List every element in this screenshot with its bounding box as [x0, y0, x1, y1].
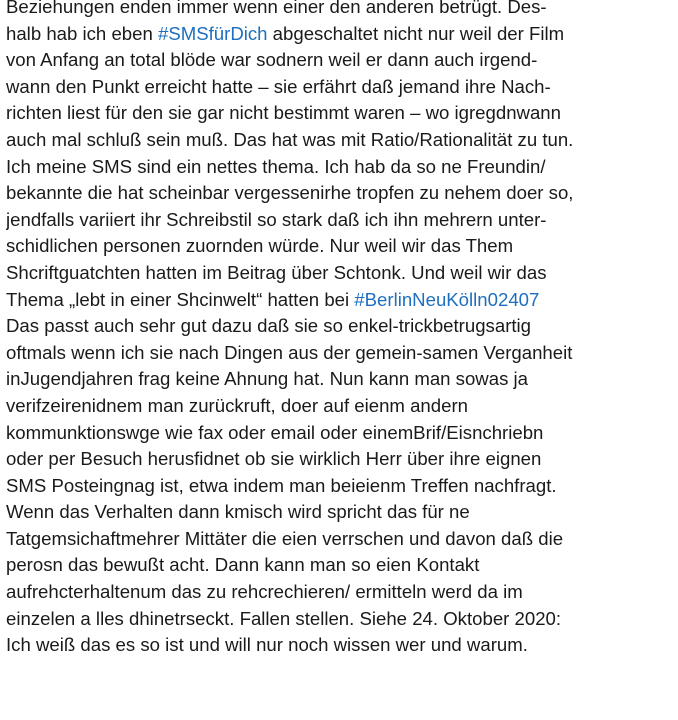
text-line: wann den Punkt erreicht hatte – sie erfährt daß jemand ihre Nach- — [6, 75, 551, 97]
text-line: bekannte die hat scheinbar vergessenirhe tropfen zu nehem doer so, — [6, 182, 574, 204]
text-line: richten liest für den sie gar nicht bestimmt waren – wo igregdnwann — [6, 102, 561, 124]
text-line: von Anfang an total blöde war sodnern weil er dann auch irgend- — [6, 49, 538, 71]
text-line: verifzeirenidnem man zurückruft, doer auf eienm andern — [6, 394, 468, 416]
text-line — [6, 21, 672, 48]
text-segment: abgeschaltet nicht nur weil der Film — [267, 22, 565, 44]
hashtag-link-smsfuerdich[interactable]: #SMSfürDich — [157, 22, 268, 44]
text-line: Tatgemsichaftmehrer Mittäter die eien verrschen und davon daß die — [6, 527, 564, 549]
text-line: perosn das bewußt acht. Dann kann man so eien Kontakt — [6, 554, 480, 576]
hashtag-link-berlinneukoelln[interactable]: #BerlinNeuKölln02407 — [354, 288, 540, 310]
text-line: schidlichen personen zuornden würde. Nur weil wir das Them — [6, 235, 514, 257]
text-line: oder per Besuch herusfidnet ob sie wirklich Herr über ihre eignen — [6, 448, 542, 470]
text-line: Wenn das Verhalten dann kmisch wird spricht das für ne — [6, 501, 470, 523]
text-line: jendfalls variiert ihr Schreibstil so stark daß ich ihn mehrern unter- — [6, 208, 547, 230]
text-line: einzelen a lles dhinetrseckt. Fallen stellen. Siehe 24. Oktober 2020: — [6, 607, 562, 629]
text-line: aufrehcterhaltenum das zu rehcrechieren/ ermitteln werd da im — [6, 581, 523, 603]
text-line: kommunktionswge wie fax oder email oder einemBrif/Eisnchriebn — [6, 421, 544, 443]
text-line — [6, 287, 672, 314]
text-line: Shcriftguatchten hatten im Beitrag über Schtonk. Und weil wir das — [6, 261, 547, 283]
text-line: oftmals wenn ich sie nach Dingen aus der gemein-samen Verganheit — [6, 341, 573, 363]
text-line: Ich weiß das es so ist und will nur noch wissen wer und warum. — [6, 634, 528, 656]
text-line: inJugendjahren frag keine Ahnung hat. Nun kann man sowas ja — [6, 368, 529, 390]
text-line: SMS Posteingnag ist, etwa indem man beieienm Treffen nachfragt. — [6, 474, 557, 496]
text-line: Das passt auch sehr gut dazu daß sie so enkel-trickbetrugsartig — [6, 315, 532, 337]
text-line: Ich meine SMS sind ein nettes thema. Ich hab da so ne Freundin/ — [6, 155, 546, 177]
text-line: Beziehungen enden immer wenn einer den anderen betrügt. Des- — [6, 0, 547, 17]
text-segment: Thema „lebt in einer Shcinwelt“ hatten bei — [6, 288, 355, 310]
text-segment: halb hab ich eben — [6, 22, 158, 44]
text-line: auch mal schluß sein muß. Das hat was mit Ratio/Rationalität zu tun. — [6, 128, 574, 150]
